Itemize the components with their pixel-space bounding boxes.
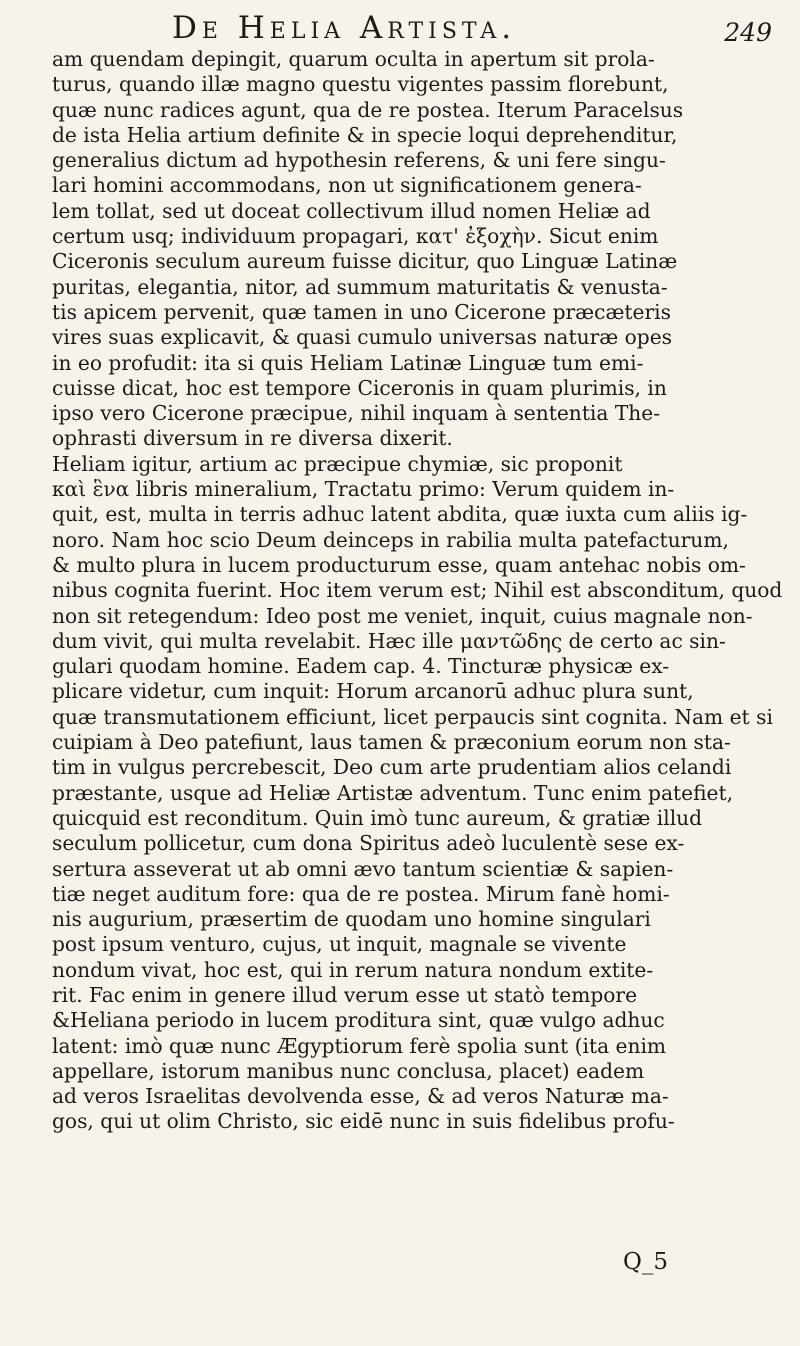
text-line: &Heliana periodo in lucem proditura sint, quæ vulgo adhuc	[52, 1008, 665, 1033]
page-number: 249	[724, 18, 772, 47]
text-line: gulari quodam homine. Eadem cap. 4. Tincturæ physicæ ex-	[52, 654, 670, 679]
text-line: sertura asseverat ut ab omni ævo tantum scientiæ & sapien-	[52, 856, 674, 881]
text-line: nibus cognita fuerint. Hoc item verum est; Nihil est absconditum, quod	[52, 578, 783, 603]
text-line: ophrasti diversum in re diversa dixerit.	[52, 426, 453, 451]
text-line: rit. Fac enim in genere illud verum esse ut statò tempore	[52, 982, 638, 1007]
text-line: Heliam igitur, artium ac præcipue chymiæ, sic proponit	[52, 451, 623, 476]
text-line: præstante, usque ad Heliæ Artistæ adventum. Tunc enim patefiet,	[52, 780, 734, 805]
signature-mark: Q_5	[623, 1249, 668, 1275]
text-line: quæ transmutationem efficiunt, licet perpaucis sint cognita. Nam et si	[52, 704, 773, 729]
text-line: am quendam depingit, quarum oculta in apertum sit prola-	[52, 47, 655, 71]
text-line: puritas, elegantia, nitor, ad summum maturitatis & venusta-	[52, 274, 668, 299]
body-text	[52, 47, 785, 1247]
text-line: appellare, istorum manibus nunc conclusa, placet) eadem	[52, 1058, 645, 1083]
text-line: lari homini accommodans, non ut significationem genera-	[52, 173, 642, 198]
text-line: de ista Helia artium definite & in specie loqui deprehenditur,	[52, 122, 678, 147]
text-line: ipso vero Cicerone præcipue, nihil inquam à sententia The-	[52, 401, 661, 426]
text-line: nis augurium, præsertim de quodam uno homine singulari	[52, 907, 651, 932]
text-line: vires suas explicavit, & quasi cumulo universas naturæ opes	[52, 325, 672, 350]
text-line: quicquid est reconditum. Quin imò tunc aureum, & gratiæ illud	[52, 805, 703, 830]
text-line: tim in vulgus percrebescit, Deo cum arte prudentiam alios celandi	[52, 755, 732, 780]
text-line: certum usq; individuum propagari, κατ' ἐξοχὴν. Sicut enim	[52, 224, 659, 249]
text-line: καὶ ἓνα libris mineralium, Tractatu primo: Verum quidem in-	[52, 477, 675, 502]
text-line: tiæ neget auditum fore: qua de re postea. Mirum fanè homi-	[52, 881, 670, 906]
text-line: gos, qui ut olim Christo, sic eidē nunc in suis fidelibus profu-	[52, 1109, 675, 1134]
text-line: plicare videtur, cum inquit: Horum arcanorū adhuc plura sunt,	[52, 679, 694, 704]
text-line: nondum vivat, hoc est, qui in rerum natura nondum extite-	[52, 957, 654, 982]
running-head	[172, 10, 772, 50]
text-line: tis apicem pervenit, quæ tamen in uno Cicerone præcæteris	[52, 299, 671, 324]
text-line: generalius dictum ad hypothesin referens, & uni fere singu-	[52, 148, 666, 173]
text-line: & multo plura in lucem producturum esse, quam antehac nobis om-	[52, 552, 746, 577]
text-line: turus, quando illæ magno questu vigentes passim florebunt,	[52, 72, 669, 97]
text-line: cuisse dicat, hoc est tempore Ciceronis in quam plurimis, in	[52, 375, 667, 400]
text-line: ad veros Israelitas devolvenda esse, & ad veros Naturæ ma-	[52, 1084, 669, 1109]
text-line: lem tollat, sed ut doceat collectivum illud nomen Heliæ ad	[52, 198, 651, 223]
text-line: latent: imò quæ nunc Ægyptiorum ferè spolia sunt (ita enim	[52, 1033, 667, 1058]
text-line: dum vivit, qui multa revelabit. Hæc ille μαντῶδης de certo ac sin-	[52, 628, 726, 653]
text-line: in eo profudit: ita si quis Heliam Latinæ Linguæ tum emi-	[52, 350, 644, 375]
running-title: De Helia Artista.	[172, 10, 517, 46]
text-line: seculum pollicetur, cum dona Spiritus adeò luculentè sese ex-	[52, 831, 685, 856]
text-line: Ciceronis seculum aureum fuisse dicitur, quo Linguæ Latinæ	[52, 249, 678, 274]
text-line: quæ nunc radices agunt, qua de re postea. Iterum Paracelsus	[52, 97, 684, 122]
text-line: noro. Nam hoc scio Deum deinceps in rabilia multa patefacturum,	[52, 527, 729, 552]
text-line: non sit retegendum: Ideo post me veniet, inquit, cuius magnale non-	[52, 603, 753, 628]
text-line: quit, est, multa in terris adhuc latent abdita, quæ iuxta cum aliis ig-	[52, 502, 748, 527]
text-line: cuipiam à Deo patefiunt, laus tamen & præconium eorum non sta-	[52, 730, 731, 755]
text-line: post ipsum venturo, cujus, ut inquit, magnale se vivente	[52, 932, 627, 957]
